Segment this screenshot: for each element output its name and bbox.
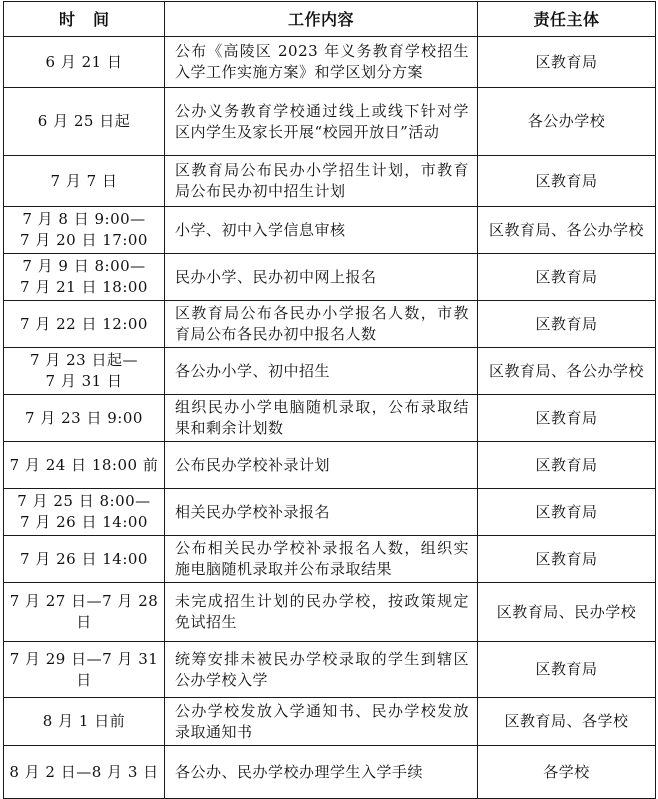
cell-owner: 区教育局、各公办学校 — [478, 348, 656, 395]
cell-owner: 区教育局 — [478, 642, 656, 698]
cell-content: 各公办、民办学校办理学生入学手续 — [165, 746, 478, 799]
time-line: 7 月 21 日 18:00 — [20, 278, 148, 296]
time-line: 7 月 22 日 12:00 — [20, 314, 148, 333]
table-row — [4, 746, 656, 799]
table-row — [4, 489, 656, 536]
time-line: 7 月 8 日 9:00— — [22, 210, 146, 228]
header-owner: 责任主体 — [478, 2, 656, 37]
table-row — [4, 642, 656, 698]
time-line: 6 月 21 日 — [45, 52, 123, 71]
cell-owner: 区教育局、各公办学校 — [478, 207, 656, 254]
cell-owner: 区教育局 — [478, 156, 656, 207]
cell-time — [4, 348, 165, 395]
header-content: 工作内容 — [165, 2, 478, 37]
cell-owner: 各学校 — [478, 746, 656, 799]
time-line: 7 月 9 日 8:00— — [22, 257, 146, 275]
cell-time — [4, 746, 165, 799]
cell-content: 未完成招生计划的民办学校，按政策规定免试招生 — [165, 583, 478, 642]
cell-owner: 各公办学校 — [478, 88, 656, 156]
cell-content: 公布《高陵区 2023 年义务教育学校招生入学工作实施方案》和学区划分方案 — [165, 37, 478, 88]
cell-owner: 区教育局 — [478, 37, 656, 88]
table-body — [4, 37, 656, 799]
cell-time — [4, 698, 165, 746]
time-line: 6 月 25 日起 — [37, 112, 131, 130]
time-line: 7 月 23 日 9:00 — [25, 408, 143, 427]
cell-time — [4, 583, 165, 642]
enrollment-schedule-table — [3, 1, 656, 799]
time-line: 7 月 20 日 17:00 — [20, 231, 148, 249]
cell-owner: 区教育局 — [478, 489, 656, 536]
table-row — [4, 395, 656, 442]
cell-content: 公布民办学校补录计划 — [165, 442, 478, 489]
table-row — [4, 583, 656, 642]
table-row — [4, 156, 656, 207]
time-line: 7 月 29 日—7 月 31 日 — [9, 649, 159, 689]
cell-time — [4, 489, 165, 536]
cell-time — [4, 156, 165, 207]
cell-owner: 区教育局 — [478, 442, 656, 489]
cell-time — [4, 642, 165, 698]
time-line: 7 月 31 日 — [45, 372, 123, 390]
table-row — [4, 207, 656, 254]
cell-time — [4, 536, 165, 583]
table-row — [4, 348, 656, 395]
cell-content: 民办小学、民办初中网上报名 — [165, 254, 478, 301]
table-row — [4, 301, 656, 348]
time-line: 7 月 25 日 8:00— — [17, 492, 151, 510]
time-line: 7 月 23 日起— — [30, 351, 138, 369]
table-row — [4, 37, 656, 88]
cell-time — [4, 442, 165, 489]
cell-content: 公办学校发放入学通知书、民办学校发放录取通知书 — [165, 698, 478, 746]
table-row — [4, 88, 656, 156]
cell-owner: 区教育局、民办学校 — [478, 583, 656, 642]
cell-content: 区教育局公布各民办小学报名人数，市教育局公布各民办初中报名人数 — [165, 301, 478, 348]
cell-content: 统筹安排未被民办学校录取的学生到辖区公办学校入学 — [165, 642, 478, 698]
cell-time — [4, 88, 165, 156]
table-row — [4, 442, 656, 489]
header-time: 时间 — [4, 2, 165, 37]
cell-owner: 区教育局 — [478, 395, 656, 442]
cell-owner: 区教育局 — [478, 301, 656, 348]
cell-time — [4, 207, 165, 254]
time-line: 8 月 1 日前 — [42, 712, 126, 730]
time-line: 7 月 24 日 18:00 前 — [9, 455, 159, 474]
time-line: 7 月 27 日—7 月 28 日 — [9, 592, 159, 631]
cell-time — [4, 395, 165, 442]
cell-owner: 区教育局、各学校 — [478, 698, 656, 746]
table-row — [4, 698, 656, 746]
cell-owner: 区教育局 — [478, 536, 656, 583]
cell-time — [4, 37, 165, 88]
cell-time — [4, 254, 165, 301]
table-row — [4, 254, 656, 301]
cell-content: 组织民办小学电脑随机录取，公布录取结果和剩余计划数 — [165, 395, 478, 442]
cell-content: 小学、初中入学信息审核 — [165, 207, 478, 254]
cell-owner: 区教育局 — [478, 254, 656, 301]
cell-content: 区教育局公布民办小学招生计划，市教育局公布民办初中招生计划 — [165, 156, 478, 207]
cell-time — [4, 301, 165, 348]
cell-content: 公办义务教育学校通过线上或线下针对学区内学生及家长开展“校园开放日”活动 — [165, 88, 478, 156]
time-line: 7 月 26 日 14:00 — [20, 513, 148, 531]
time-line: 8 月 2 日—8 月 3 日 — [9, 762, 159, 781]
cell-content: 各公办小学、初中招生 — [165, 348, 478, 395]
time-line: 7 月 26 日 14:00 — [20, 549, 148, 568]
time-line: 7 月 7 日 — [50, 171, 118, 190]
header-row — [4, 2, 656, 37]
table-row — [4, 536, 656, 583]
cell-content: 公布相关民办学校补录报名人数，组织实施电脑随机录取并公布录取结果 — [165, 536, 478, 583]
cell-content: 相关民办学校补录报名 — [165, 489, 478, 536]
